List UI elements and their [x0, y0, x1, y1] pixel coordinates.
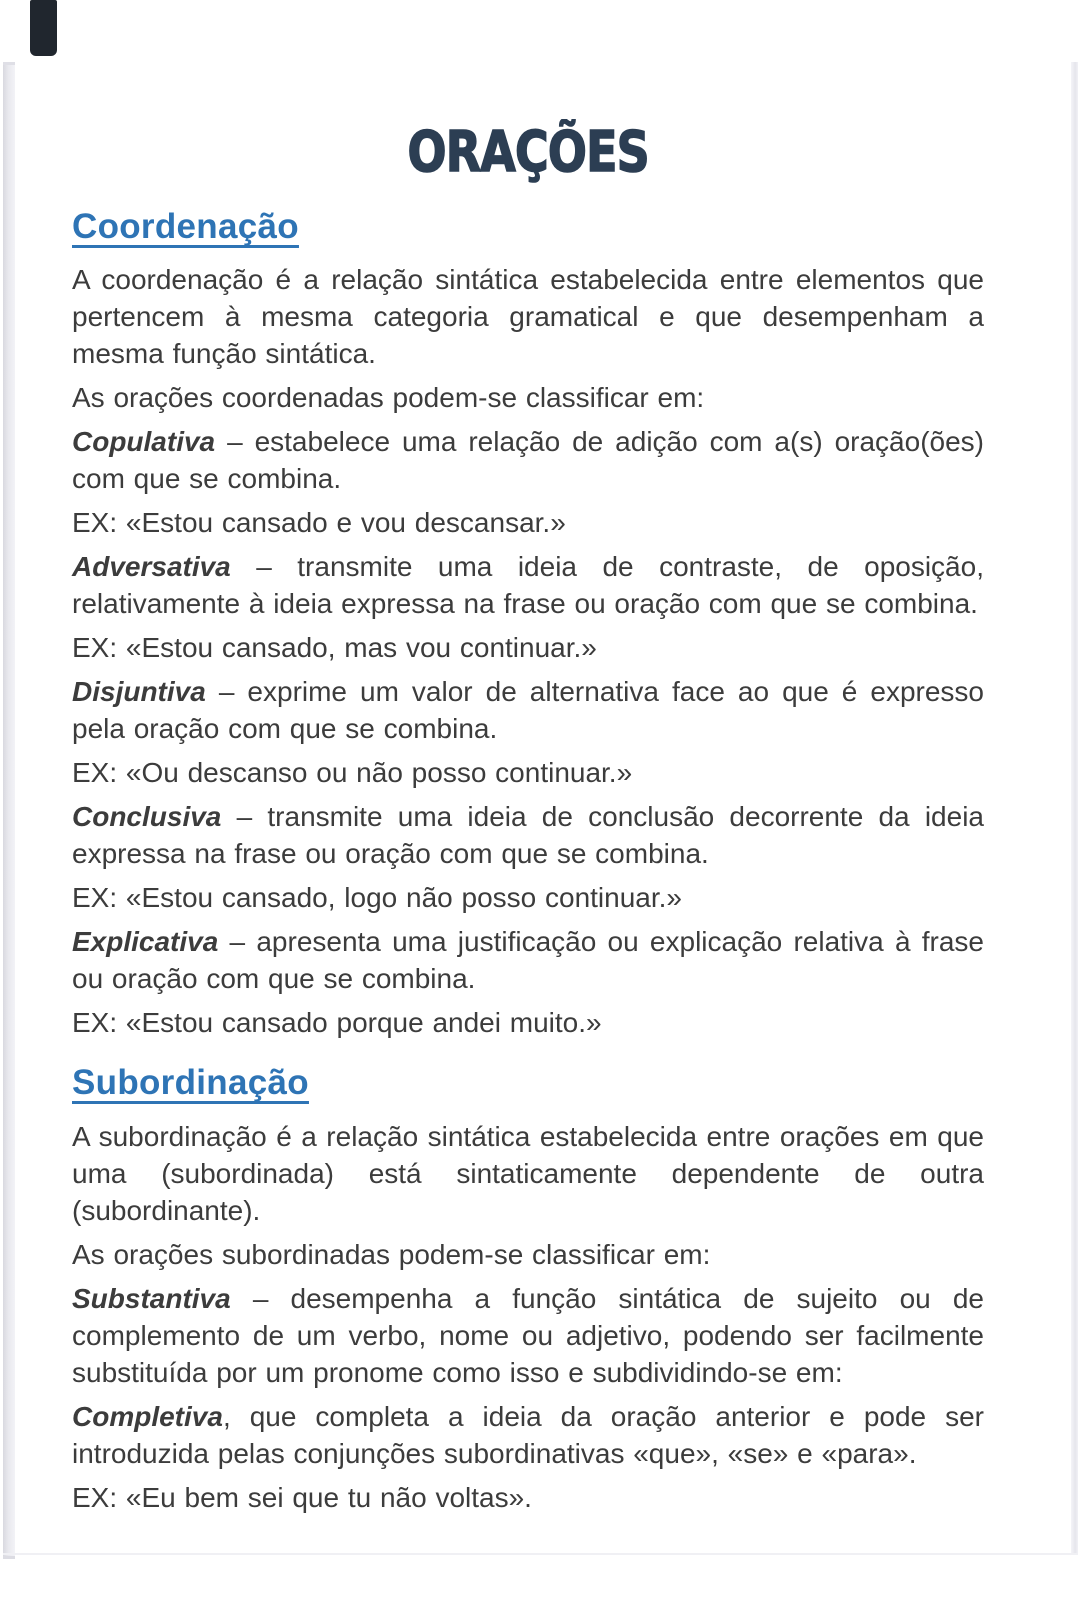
- term-label: Conclusiva: [72, 801, 222, 833]
- term-definition-paragraph: [72, 673, 984, 747]
- body-paragraph: As orações subordinadas podem-se classificar em:: [72, 1238, 711, 1270]
- example-paragraph: EX: «Estou cansado e vou descansar.»: [72, 507, 566, 539]
- body-paragraph: A coordenação é a relação sintática estabelecida entre elementos que pertencem à mesma categoria gramatical e que desempenham a mesma função sintática.: [72, 264, 984, 370]
- term-label: Substantiva: [72, 1282, 231, 1314]
- term-separator: –: [230, 1282, 291, 1314]
- term-separator: –: [230, 551, 298, 583]
- document-sections: [72, 207, 984, 1516]
- term-separator: ,: [222, 1400, 250, 1432]
- document-section: [72, 207, 984, 1041]
- page-title: [72, 120, 984, 185]
- term-definition-paragraph: [72, 1280, 984, 1391]
- page-right-edge-shadow: [1071, 62, 1078, 1553]
- term-separator: –: [205, 676, 248, 708]
- term-definition-text: exprime um valor de alternativa face ao que é expresso pela oração com que se combina.: [72, 676, 984, 745]
- term-definition-paragraph: [72, 548, 984, 622]
- term-definition-text: apresenta uma justificação ou explicação relativa à frase ou oração com que se combina.: [72, 926, 984, 995]
- example-paragraph: EX: «Estou cansado, mas vou continuar.»: [72, 632, 597, 664]
- document-section: [72, 1063, 984, 1515]
- document-page: [72, 100, 984, 1523]
- term-label: Completiva: [72, 1400, 223, 1432]
- term-definition-paragraph: [72, 923, 984, 997]
- example-paragraph: EX: «Eu bem sei que tu não voltas».: [72, 1481, 532, 1513]
- example-paragraph: EX: «Estou cansado porque andei muito.»: [72, 1007, 602, 1039]
- term-label: Adversativa: [72, 551, 231, 583]
- example-paragraph: EX: «Ou descanso ou não posso continuar.»: [72, 757, 633, 789]
- term-definition-paragraph: [72, 423, 984, 497]
- body-paragraph: As orações coordenadas podem-se classificar em:: [72, 382, 705, 414]
- example-paragraph: EX: «Estou cansado, logo não posso continuar.»: [72, 882, 682, 914]
- term-separator: –: [218, 926, 257, 958]
- scan-corner-mark: [30, 0, 57, 56]
- term-label: Disjuntiva: [72, 676, 206, 708]
- term-definition-text: desempenha a função sintática de sujeito ou de complemento de um verbo, nome ou adjetivo, podendo ser facilmente substituída por um pronome como isso e subdividindo-se em:: [72, 1282, 984, 1388]
- section-heading: Subordinação: [72, 1063, 309, 1103]
- term-definition-paragraph: [72, 798, 984, 872]
- page-bottom-edge-shadow: [3, 1553, 1078, 1555]
- page-left-edge-shadow: [3, 62, 15, 1559]
- term-definition-text: estabelece uma relação de adição com a(s) oração(ões) com que se combina.: [72, 426, 984, 495]
- term-definition-text: transmite uma ideia de conclusão decorrente da ideia expressa na frase ou oração com que se combina.: [72, 801, 984, 870]
- term-separator: –: [215, 426, 255, 458]
- body-paragraph: A subordinação é a relação sintática estabelecida entre orações em que uma (subordinada) está sintaticamente dependente de outra (subordinante).: [72, 1120, 984, 1226]
- term-label: Explicativa: [72, 926, 219, 958]
- term-definition-text: que completa a ideia da oração anterior e pode ser introduzida pelas conjunções subordinativas «que», «se» e «para».: [72, 1400, 985, 1469]
- term-label: Copulativa: [72, 426, 216, 458]
- page-title-text: ORAÇÕES: [407, 120, 649, 185]
- term-definition-text: transmite uma ideia de contraste, de oposição, relativamente à ideia expressa na frase ou oração com que se combina.: [72, 551, 984, 620]
- section-heading: Coordenação: [72, 207, 299, 246]
- term-definition-paragraph: [72, 1398, 984, 1472]
- term-separator: –: [221, 801, 268, 833]
